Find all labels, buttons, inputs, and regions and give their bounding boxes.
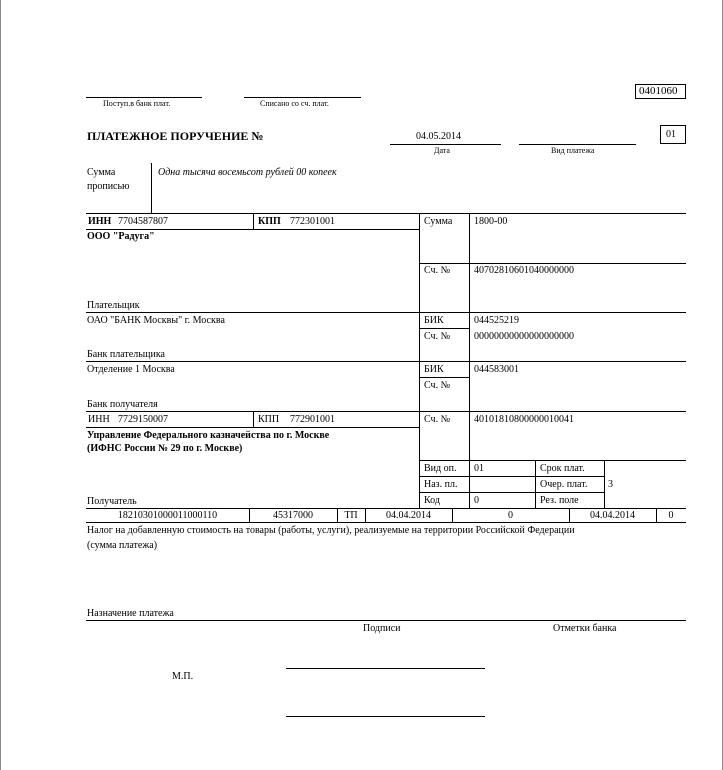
payee-bank-row-line <box>86 411 686 412</box>
date-value: 04.05.2014 <box>416 131 461 142</box>
payer-label: Плательщик <box>87 300 140 311</box>
page-title: ПЛАТЕЖНОЕ ПОРУЧЕНИЕ № <box>87 129 264 143</box>
date-label: Дата <box>434 146 450 155</box>
amount-words-label-2: прописью <box>87 181 130 192</box>
payment-type-label: Вид платежа <box>551 146 595 155</box>
op-code-value: 0 <box>474 495 479 506</box>
purpose-bottom-line <box>86 620 686 621</box>
stamp-label: М.П. <box>172 671 194 682</box>
received-label: Поступ.в банк плат. <box>103 99 171 108</box>
payer-bank-label: Банк плательщика <box>87 349 165 360</box>
op-mid-divider <box>535 460 536 508</box>
main-divider <box>419 213 420 508</box>
payee-kpp-divider <box>253 411 254 427</box>
purpose-line-2: (сумма платежа) <box>87 540 158 551</box>
bank-marks-label: Отметки банка <box>553 623 617 634</box>
signature-line-2 <box>286 716 485 717</box>
amount-label: Сумма <box>424 216 453 227</box>
payer-bank-acc-label: Сч. № <box>424 331 451 342</box>
payee-account-label: Сч. № <box>424 414 451 425</box>
payer-bank-acc: 00000000000000000000 <box>474 331 574 342</box>
purpose-line-1: Налог на добавленную стоимость на товары (работы, услуги), реализуемые на территории Российской Федерации <box>87 525 575 536</box>
payer-inn-row-line <box>86 229 419 230</box>
tax-doc-no: 0 <box>508 510 513 521</box>
payer-account: 40702810601040000000 <box>474 265 574 276</box>
status-code: 01 <box>666 129 676 140</box>
label-value-divider-2 <box>469 312 470 508</box>
op-reserve-label: Рез. поле <box>540 495 579 506</box>
op-type-value: 01 <box>474 463 484 474</box>
op-term-label: Срок плат. <box>540 463 585 474</box>
op-code-label: Код <box>424 495 440 506</box>
op-row-line-2 <box>419 476 604 477</box>
payer-row-line <box>86 312 686 313</box>
payee-inn-label: ИНН <box>88 414 110 425</box>
debited-line <box>244 97 361 98</box>
tax-kbk: 18210301000011000110 <box>117 510 218 521</box>
payee-inn: 7729150007 <box>118 414 168 425</box>
table-top-line <box>86 213 686 214</box>
payee-bank-acc-label: Сч. № <box>424 380 451 391</box>
label-value-divider-1 <box>469 213 470 312</box>
tax-doc-date: 04.04.2014 <box>590 510 635 521</box>
payee-kpp-label: КПП <box>258 414 280 425</box>
amount-value: 1800-00 <box>474 216 508 227</box>
payer-bank-name: ОАО "БАНК Москвы" г. Москва <box>87 315 225 326</box>
payee-bank-label: Банк получателя <box>87 399 158 410</box>
op-row-line-3 <box>419 492 604 493</box>
amount-words-label-1: Сумма <box>87 167 116 178</box>
signature-line-1 <box>286 668 485 669</box>
payer-bank-row-line <box>86 361 686 362</box>
payee-bank-bik: 044583001 <box>474 364 519 375</box>
payer-inn: 7704587807 <box>118 216 168 227</box>
payee-bank-name: Отделение 1 Москва <box>87 364 175 375</box>
form-code: 0401060 <box>639 85 678 97</box>
payer-account-label: Сч. № <box>424 265 451 276</box>
payer-kpp-divider <box>253 213 254 229</box>
payee-name-line-1: Управление Федерального казначейства по г. Москве <box>87 430 330 441</box>
op-queue-value: 3 <box>608 479 613 490</box>
payee-inn-row-line <box>86 427 419 428</box>
payer-bank-bik-line <box>419 328 469 329</box>
debited-label: Списано со сч. плат. <box>260 99 329 108</box>
payee-bank-bik-line <box>419 377 469 378</box>
amount-words-divider <box>151 163 152 213</box>
op-type-label: Вид оп. <box>424 463 457 474</box>
received-line <box>86 97 202 98</box>
tax-period: 04.04.2014 <box>386 510 431 521</box>
payer-kpp: 772301001 <box>290 216 335 227</box>
op-row-line-1 <box>419 460 686 461</box>
payee-kpp: 772901001 <box>290 414 335 425</box>
tax-basis: ТП <box>344 510 358 521</box>
op-purpose-label: Наз. пл. <box>424 479 458 490</box>
tax-type: 0 <box>668 510 674 521</box>
op-right-divider <box>604 460 605 508</box>
payee-label: Получатель <box>87 496 137 507</box>
payee-name-line-2: (ИФНС России № 29 по г. Москве) <box>87 443 243 454</box>
payer-bank-bik-label: БИК <box>424 315 444 326</box>
date-line <box>390 144 501 145</box>
amount-words-value: Одна тысяча восемьсот рублей 00 копеек <box>158 167 337 178</box>
tax-oktmo: 45317000 <box>273 510 313 521</box>
op-queue-label: Очер. плат. <box>540 479 588 490</box>
purpose-label: Назначение платежа <box>87 608 174 619</box>
payer-name: ООО "Радуга" <box>87 231 155 242</box>
tax-row-line <box>86 522 686 523</box>
payee-row-line <box>86 508 686 509</box>
payee-account: 40101810800000010041 <box>474 414 574 425</box>
amount-row-line <box>419 263 686 264</box>
signatures-label: Подписи <box>363 623 401 634</box>
payment-type-line <box>519 144 636 145</box>
payee-bank-bik-label: БИК <box>424 364 444 375</box>
payer-inn-label: ИНН <box>88 216 112 227</box>
payer-kpp-label: КПП <box>258 216 281 227</box>
payer-bank-bik: 044525219 <box>474 315 519 326</box>
